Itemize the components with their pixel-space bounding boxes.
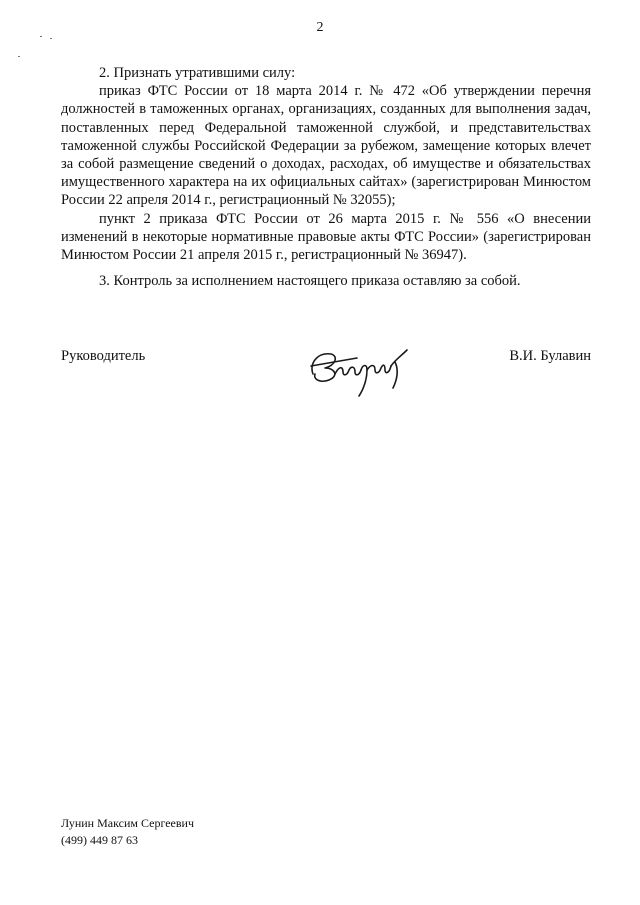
document-body xyxy=(61,64,591,290)
scan-speck xyxy=(50,38,52,39)
scan-speck xyxy=(40,36,42,37)
scan-speck xyxy=(18,56,20,57)
handwritten-signature-icon xyxy=(305,340,415,400)
signatory-position: Руководитель xyxy=(61,348,146,364)
page-number: 2 xyxy=(316,20,324,35)
item-3-control: 3. Контроль за исполнением настоящего приказа оставляю за собой. xyxy=(99,273,521,290)
item-2-heading: 2. Признать утратившими силу: xyxy=(99,65,296,81)
signature-block xyxy=(61,340,591,400)
signatory-name: В.И. Булавин xyxy=(509,348,591,364)
repealed-order-472: приказ ФТС России от 18 марта 2014 г. № 472 «Об утверждении перечня должностей в таможенных органах, организациях, созданных для выполнения задач, поставленных перед Федеральной таможенной службой, и представительствах таможенной службы Российской Федерации за рубежом, замещение которых влечет за собой размещение сведений о доходах, расходах, об имуществе и обязательствах имущественного характера на их официальных сайтах» (зарегистрирован Минюстом России 22 апреля 2014 г., регистрационный № 32055); xyxy=(61,83,591,209)
executor-name: Лунин Максим Сергеевич xyxy=(61,816,194,830)
repealed-order-556-point-2: пункт 2 приказа ФТС России от 26 марта 2015 г. № 556 «О внесении изменений в некоторые нормативные правовые акты ФТС России» (зарегистрирован Минюстом России 21 апреля 2015 г., регистрационный № 36947). xyxy=(61,210,591,264)
executor-phone: (499) 449 87 63 xyxy=(61,833,138,847)
executor-info xyxy=(61,815,194,849)
